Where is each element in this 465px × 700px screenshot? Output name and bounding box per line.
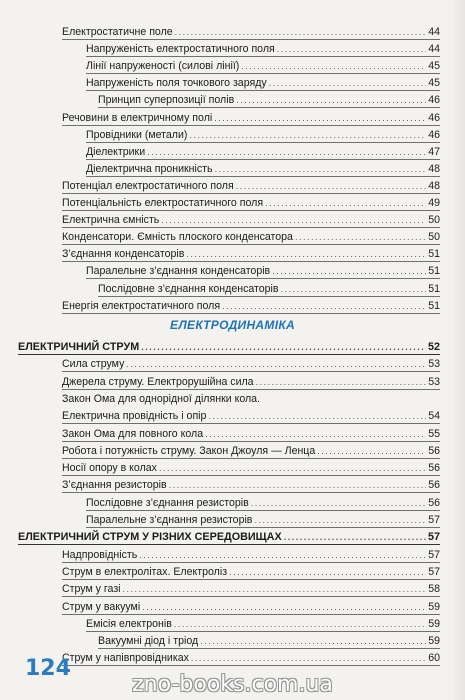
toc-entry-page: 52 <box>427 341 440 353</box>
toc-entry-label: Провідники (метали) <box>86 128 188 141</box>
toc-entry-label: Носії опору в колах <box>62 462 157 475</box>
toc-entry-page: 55 <box>428 427 440 440</box>
toc-leader-dots <box>236 94 426 107</box>
toc-entry <box>62 372 440 390</box>
toc-entry <box>62 210 440 228</box>
toc-entry <box>86 493 440 511</box>
toc-entry <box>62 648 440 666</box>
toc-leader-dots <box>281 283 427 296</box>
toc-entry-label: Робота і потужність струму. Закон Джоуля — Ленца <box>62 444 316 457</box>
toc-entry <box>62 424 440 442</box>
toc-entry-label: Конденсатори. Ємність плоского конденсатора <box>62 231 293 244</box>
toc-leader-dots <box>317 445 426 458</box>
toc-entry <box>98 631 440 649</box>
toc-entry-label: Потенціал електростатичного поля <box>62 179 234 192</box>
toc-entry <box>86 142 440 160</box>
page-edge-shadow <box>451 0 465 700</box>
toc-leader-dots <box>147 146 426 159</box>
toc-entry-page: 56 <box>428 444 440 457</box>
toc-entry <box>86 39 440 57</box>
toc-entry-label: Струм у напівпровідниках <box>62 652 189 665</box>
toc-entry-page: 54 <box>428 410 440 423</box>
toc-entry-label: Потенціальність електростатичного поля <box>62 197 264 209</box>
toc-entry-label: Закон Ома для повного кола <box>62 427 204 440</box>
toc-entry-label: Діелектрики <box>86 145 146 158</box>
toc-entry-page: 45 <box>428 77 440 90</box>
toc-entry-page: 57 <box>428 548 440 561</box>
toc-leader-dots <box>272 265 426 278</box>
toc-leader-dots <box>186 248 426 261</box>
toc-leader-dots <box>208 410 426 423</box>
toc-entry-page: 48 <box>428 162 440 175</box>
toc-leader-dots <box>161 214 426 227</box>
toc-entry-label: ЕЛЕКТРИЧНИЙ СТРУМ У РІЗНИХ СЕРЕДОВИЩАХ <box>18 531 282 544</box>
toc-entry <box>62 579 440 597</box>
toc-entry <box>62 354 440 372</box>
toc-leader-dots <box>277 43 426 56</box>
toc-entry-label: Вакуумні діод і тріод <box>98 635 199 648</box>
page-number: 124 <box>25 656 71 681</box>
toc-entry-label: Джерела струму. Електрорушійна сила <box>62 375 254 388</box>
toc-entry-page: 57 <box>427 531 440 544</box>
toc-entry <box>62 406 440 424</box>
toc-entry-page: 46 <box>428 111 440 124</box>
toc-leader-dots <box>241 60 426 73</box>
toc-entry-page: 59 <box>428 600 440 613</box>
toc-entry-page: 56 <box>428 462 440 475</box>
toc-entry-page: 46 <box>428 128 440 141</box>
toc-entry <box>62 389 440 406</box>
toc-leader-dots <box>200 635 426 648</box>
toc-leader-dots <box>141 341 426 354</box>
toc-leader-dots <box>254 514 426 527</box>
toc-entry-label: Енергія електростатичного поля <box>62 299 221 312</box>
toc-leader-dots <box>191 652 426 665</box>
toc-entry-label: З’єднання резисторів <box>62 479 167 492</box>
toc-entry-label: ЕЛЕКТРИЧНИЙ СТРУМ <box>18 341 140 353</box>
toc-entry <box>86 125 440 143</box>
toc-entry-page: 57 <box>428 565 440 578</box>
toc-entry <box>62 227 440 245</box>
toc-entry-page: 56 <box>428 496 440 509</box>
toc-leader-dots <box>174 618 426 631</box>
toc-entry <box>86 510 440 528</box>
toc-entry-label: Закон Ома для однорідної ділянки кола. <box>62 392 260 405</box>
toc-entry-label: Напруженість електростатичного поля <box>86 43 275 56</box>
watermark: zno-books.com.ua <box>132 672 333 697</box>
toc-chapter-row <box>18 337 440 355</box>
toc-entry-label: Струм в електролітах. Електроліз <box>62 565 228 578</box>
toc-entry-page: 50 <box>428 214 440 227</box>
toc-entry <box>62 458 440 476</box>
toc-entry <box>86 261 440 279</box>
toc-leader-dots <box>126 358 426 371</box>
toc-entry <box>98 90 440 108</box>
toc-leader-dots <box>189 129 426 142</box>
toc-entry-page: 47 <box>428 145 440 158</box>
toc-entry-label: Електростатичне поле <box>62 26 173 38</box>
toc-chapter-row <box>18 527 440 545</box>
toc-leader-dots <box>265 197 426 210</box>
toc-entry-page: 58 <box>428 583 440 596</box>
toc-entry <box>62 22 440 40</box>
toc-leader-dots <box>236 180 427 193</box>
toc-entry-page: 59 <box>428 635 440 648</box>
toc-entry <box>62 441 440 459</box>
toc-entry-label: Електрична провідність і опір <box>62 410 207 423</box>
toc-entry <box>62 475 440 493</box>
toc-leader-dots <box>139 549 426 562</box>
section-heading: ЕЛЕКТРОДИНАМІКА <box>170 318 295 332</box>
toc-entry-page: 53 <box>428 358 440 371</box>
toc-entry-label: Емісія електронів <box>86 617 172 630</box>
toc-entry-page: 44 <box>428 26 440 38</box>
toc-entry <box>62 296 440 314</box>
toc-entry <box>62 562 440 580</box>
toc-entry <box>98 279 440 297</box>
toc-entry-page: 59 <box>428 617 440 630</box>
toc-leader-dots <box>169 479 427 492</box>
toc-entry-label: Електрична ємність <box>62 214 160 227</box>
toc-entry-page: 45 <box>428 60 440 73</box>
toc-entry-page: 60 <box>428 652 440 665</box>
toc-entry-label: Речовини в електричному полі <box>62 111 213 124</box>
toc-leader-dots <box>269 77 427 90</box>
toc-entry-page: 51 <box>428 248 440 261</box>
toc-leader-dots <box>214 112 426 125</box>
toc-entry-label: Напруженість поля точкового заряду <box>86 77 267 90</box>
toc-leader-dots <box>175 26 427 39</box>
toc-entry-page: 44 <box>428 43 440 56</box>
toc-leader-dots <box>205 428 426 441</box>
toc-entry-label: Струм у газі <box>62 583 121 596</box>
toc-entry <box>62 597 440 615</box>
toc-leader-dots <box>142 601 426 614</box>
toc-entry <box>86 614 440 632</box>
toc-entry-label: Послідовне з’єднання конденсаторів <box>98 282 279 295</box>
toc-entry <box>86 159 440 177</box>
toc-leader-dots <box>215 163 427 176</box>
toc-entry-label: Сила струму <box>62 358 125 371</box>
toc-entry-page: 48 <box>428 179 440 192</box>
toc-leader-dots <box>222 300 426 313</box>
toc-entry-label: Лінії напруженості (силові лінії) <box>86 60 240 73</box>
toc-entry <box>62 193 440 211</box>
toc-entry <box>86 56 440 74</box>
toc-entry-page: 46 <box>428 94 440 107</box>
toc-entry <box>62 176 440 194</box>
toc-entry-label: Послідовне з’єднання резисторів <box>86 496 249 509</box>
toc-entry <box>86 73 440 91</box>
toc-leader-dots <box>159 462 426 475</box>
toc-entry-label: З’єднання конденсаторів <box>62 248 185 261</box>
toc-entry-page: 51 <box>428 265 440 278</box>
toc-entry-label: Діелектрична проникність <box>86 162 213 175</box>
toc-entry-label: Струм у вакуумі <box>62 600 141 613</box>
toc-leader-dots <box>284 531 426 544</box>
toc-entry-label: Паралельне з’єднання конденсаторів <box>86 265 271 278</box>
toc-leader-dots <box>229 566 426 579</box>
toc-entry-page: 50 <box>428 231 440 244</box>
toc-entry-page: 56 <box>428 479 440 492</box>
toc-leader-dots <box>251 497 426 510</box>
toc-entry-page: 57 <box>428 514 440 526</box>
toc-entry <box>62 108 440 126</box>
toc-entry-page: 53 <box>428 375 440 388</box>
toc-entry <box>62 244 440 262</box>
toc-leader-dots <box>295 231 426 244</box>
toc-leader-dots <box>123 583 427 596</box>
toc-entry <box>62 545 440 563</box>
toc-entry-label: Надпровідність <box>62 548 138 561</box>
toc-leader-dots <box>256 376 427 389</box>
toc-entry-label: Принцип суперпозиції полів <box>98 94 235 107</box>
toc-entry-label: Паралельне з’єднання резисторів <box>86 514 253 526</box>
toc-entry-page: 51 <box>428 282 440 295</box>
toc-entry-page: 49 <box>428 197 440 209</box>
toc-entry-page: 51 <box>428 299 440 312</box>
